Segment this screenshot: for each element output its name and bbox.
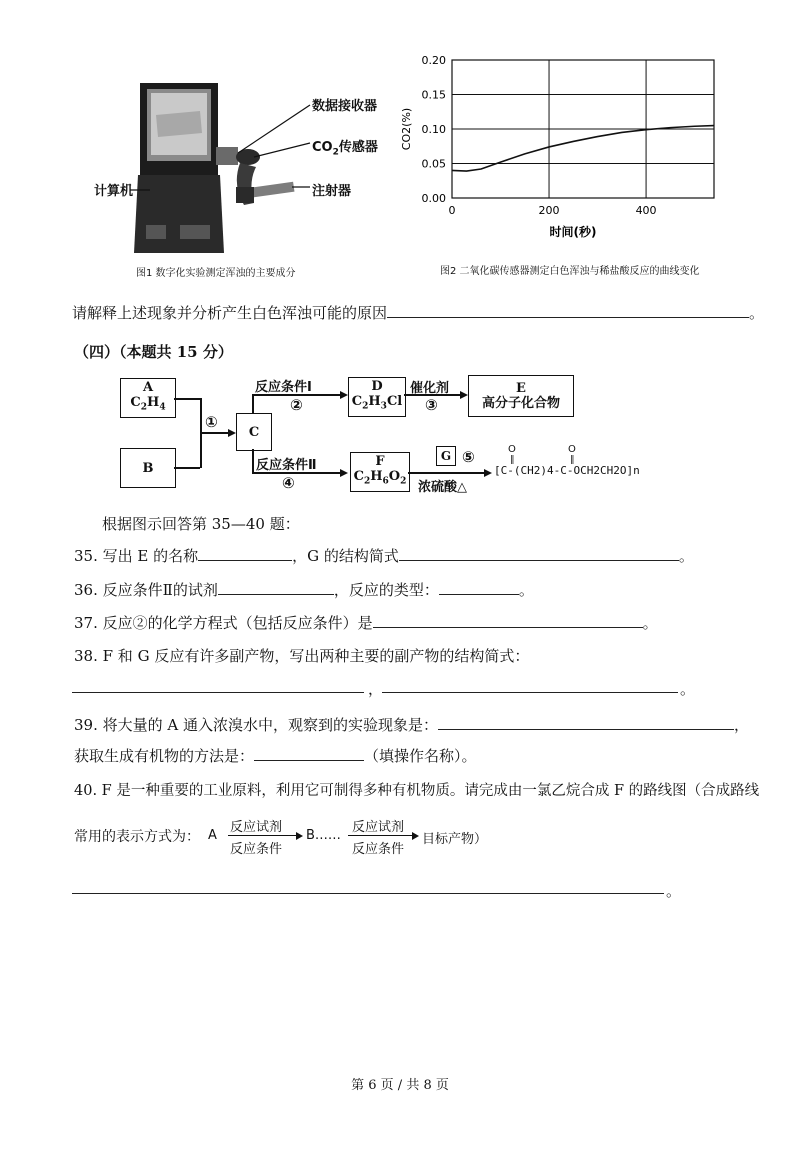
- page-footer: 第 6 页 / 共 8 页: [351, 1078, 449, 1093]
- q40: 40. F 是一种重要的工业原料，利用它可制得多种有机物质。请完成由一氯乙烷合成 F 的路线图（合成路线: [74, 783, 760, 799]
- q35-blank-1[interactable]: [198, 546, 292, 561]
- acid-condition: 浓硫酸△: [418, 480, 467, 495]
- D-label: D: [371, 379, 383, 395]
- x-tick-label: 200: [538, 204, 560, 217]
- q35-blank-2[interactable]: [399, 546, 679, 561]
- box-C: [236, 413, 272, 451]
- route-B: B……: [306, 828, 341, 843]
- step-1: ①: [205, 413, 218, 431]
- y-tick-label: 0.05: [421, 157, 446, 171]
- q39: 39. 将大量的 A 通入浓溴水中，观察到的实验现象是： ，: [74, 716, 750, 734]
- q38: 38. F 和 G 反应有许多副产物，写出两种主要的副产物的结构简式：: [74, 647, 530, 665]
- sensor-co: CO: [312, 140, 333, 155]
- box-B: [120, 448, 176, 488]
- label-syringe: 注射器: [312, 184, 352, 199]
- E-name: 高分子化合物: [481, 396, 560, 411]
- route-target: 目标产物）: [422, 832, 488, 847]
- F-formula: $C_2H_6O_2$: [353, 469, 407, 487]
- figure-2-caption: 图2 二氧化碳传感器测定白色浑浊与稀盐酸反应的曲线变化: [440, 266, 700, 277]
- q39-text-b: 获取生成有机物的方法是：: [74, 747, 255, 765]
- q39-blank-2[interactable]: [254, 746, 364, 761]
- q37-text: 37. 反应②的化学方程式（包括反应条件）是: [74, 614, 373, 632]
- box-F: [350, 452, 410, 492]
- q40-text-b: 常用的表示方式为：: [74, 829, 200, 845]
- q40-answer-blank[interactable]: [72, 893, 664, 894]
- intro-text: 根据图示回答第 35—40 题：: [102, 515, 300, 533]
- step-3: ③: [425, 396, 438, 414]
- route-notation: [74, 816, 514, 856]
- E-label: E: [516, 381, 526, 396]
- q36-text-a: 36. 反应条件Ⅱ的试剂: [74, 581, 218, 599]
- route-A: A: [208, 828, 217, 843]
- q36-blank-2[interactable]: [439, 580, 519, 595]
- q39-text-c: （填操作名称）。: [364, 747, 477, 765]
- q38-blank-1[interactable]: [72, 692, 364, 693]
- sensor-sub: 2: [332, 147, 339, 158]
- q36-blank-1[interactable]: [218, 580, 334, 595]
- C-label: C: [248, 424, 260, 440]
- box-D: [348, 377, 406, 417]
- route-bot-2: 反应条件: [352, 842, 405, 857]
- route-top-1: 反应试剂: [230, 820, 283, 835]
- q39-text-a: 39. 将大量的 A 通入浓溴水中，观察到的实验现象是：: [74, 716, 438, 734]
- step-2: ②: [290, 396, 303, 414]
- label-receiver: 数据接收器: [312, 99, 378, 114]
- series-line-co2: [452, 126, 714, 172]
- route-top-2: 反应试剂: [352, 820, 405, 835]
- y-tick-label: 0.20: [421, 54, 446, 67]
- co2-chart: [390, 48, 730, 263]
- y-axis-label: CO2(%): [400, 107, 413, 151]
- y-tick-label: 0.15: [421, 88, 446, 102]
- D-formula: $C_2H_3Cl$: [351, 394, 403, 412]
- explain-text: 请解释上述现象并分析产生白色浑浊可能的原因: [72, 304, 388, 322]
- y-tick-label: 0.10: [421, 123, 446, 136]
- step-5: ⑤: [462, 448, 475, 466]
- route-bot-1: 反应条件: [230, 842, 283, 857]
- x-tick-label: 0: [448, 204, 456, 217]
- y-tick-label: 0.00: [421, 192, 446, 205]
- box-E: [468, 375, 574, 417]
- G-label: G: [440, 448, 452, 463]
- condition-2: 反应条件Ⅱ: [256, 458, 317, 473]
- q36-text-b: ，反应的类型：: [333, 581, 439, 599]
- box-A: [120, 378, 176, 418]
- condition-1: 反应条件Ⅰ: [255, 380, 312, 395]
- explain-answer-blank[interactable]: [387, 303, 749, 318]
- q39-line2: [74, 745, 477, 766]
- A-label: A: [142, 380, 154, 396]
- q38-blank-2[interactable]: [382, 692, 678, 693]
- q36: 36. 反应条件Ⅱ的试剂 ，反应的类型： 。: [74, 581, 534, 599]
- label-sensor: [312, 136, 378, 158]
- q37: 37. 反应②的化学方程式（包括反应条件）是 。: [74, 614, 658, 632]
- q39-blank-1[interactable]: [438, 715, 734, 730]
- polymer-structure: O ‖ O ‖ [C-(CH2)4-C-OCH2CH2O]n: [494, 444, 640, 477]
- q35-text-b: ，G 的结构简式: [292, 547, 399, 565]
- catalyst: 催化剂: [410, 381, 450, 396]
- A-formula: $C_2H_4$: [130, 395, 166, 413]
- B-label: B: [142, 460, 154, 476]
- box-G: [436, 446, 456, 466]
- step-4: ④: [282, 474, 295, 492]
- x-tick-label: 400: [635, 204, 657, 217]
- label-computer: 计算机: [94, 184, 134, 199]
- F-label: F: [375, 454, 385, 470]
- q35: 35. 写出 E 的名称 ，G 的结构简式 。: [74, 547, 694, 565]
- sensor-post: 传感器: [338, 140, 378, 155]
- x-axis-label: 时间(秒): [549, 225, 597, 239]
- polymer-formula: [C-(CH2)4-C-OCH2CH2O]n: [494, 464, 640, 477]
- q35-text-a: 35. 写出 E 的名称: [74, 547, 199, 565]
- explain-question: 请解释上述现象并分析产生白色浑浊可能的原因 。: [72, 304, 765, 322]
- figure-1-caption: 图1 数字化实验测定浑浊的主要成分: [136, 268, 296, 279]
- section-title: （四）（本题共 15 分）: [74, 343, 233, 361]
- q37-blank[interactable]: [373, 613, 643, 628]
